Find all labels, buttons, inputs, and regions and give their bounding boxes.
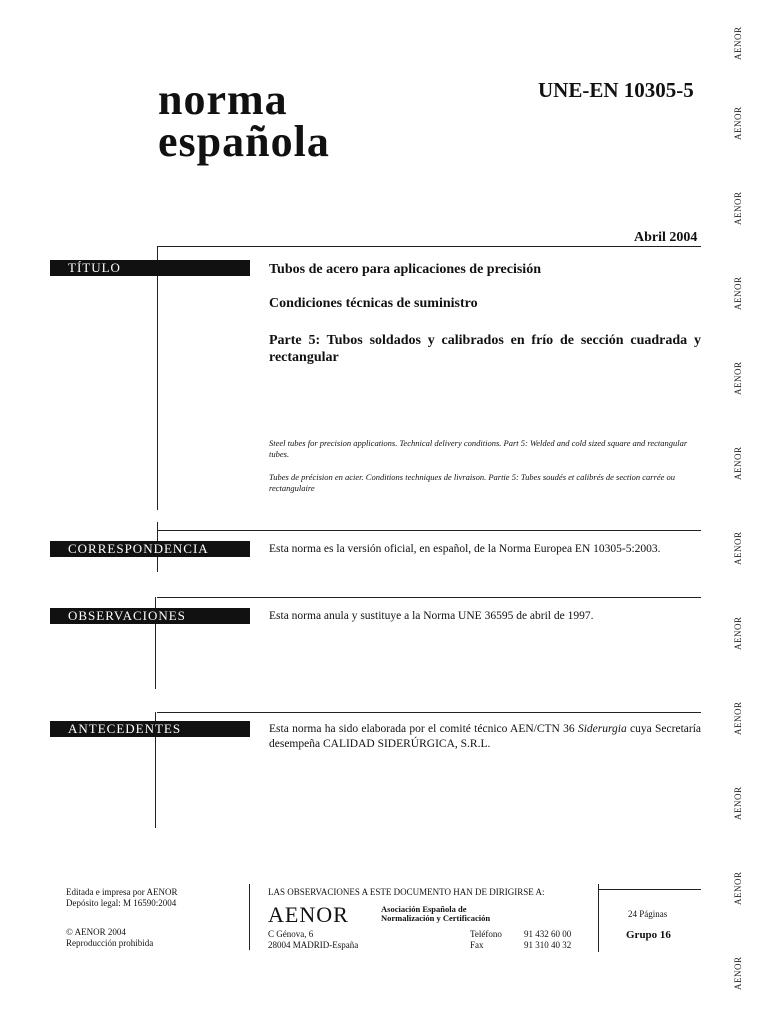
watermark-text: AENOR [733, 871, 743, 905]
watermark-text: AENOR [733, 531, 743, 565]
footer-tel: 91 432 60 00 [524, 929, 572, 939]
footer-assoc-line2: Normalización y Certificación [381, 913, 491, 923]
label-correspondencia: CORRESPONDENCIA [50, 541, 250, 557]
divider [157, 597, 701, 598]
watermark-text: AENOR [733, 956, 743, 990]
footer-assoc-line1: Asociación Española de [381, 904, 467, 914]
watermark-text: AENOR [733, 616, 743, 650]
watermark-text: AENOR [733, 446, 743, 480]
footer-grupo: Grupo 16 [626, 929, 671, 941]
watermark-text: AENOR [733, 276, 743, 310]
footer-fax: 91 310 40 32 [524, 940, 572, 950]
divider [157, 246, 701, 247]
publication-date: Abril 2004 [634, 230, 698, 245]
footer-copyright: © AENOR 2004 [66, 927, 126, 937]
watermark-text: AENOR [733, 361, 743, 395]
title-french: Tubes de précision en acier. Conditions techniques de livraison. Partie 5: Tubes soudés et calibrés de section carrée ou rectangulaire [269, 472, 676, 493]
footer-deposito: Depósito legal: M 16590:2004 [66, 898, 177, 908]
standard-number: UNE-EN 10305-5 [538, 78, 694, 102]
title-spanish-line1: Tubos de acero para aplicaciones de precisión [269, 262, 541, 277]
title-english: Steel tubes for precision applications. Technical delivery conditions. Part 5: Welded and cold sized square and rectangular tubes. [269, 438, 688, 459]
footer-address2: 28004 MADRID-España [268, 940, 359, 950]
footer-observaciones-heading: LAS OBSERVACIONES A ESTE DOCUMENTO HAN DE DIRIGIRSE A: [268, 887, 545, 897]
divider [598, 889, 701, 890]
divider [157, 246, 158, 510]
divider [249, 884, 250, 950]
title-norma: norma [158, 75, 288, 124]
footer-pages: 24 Páginas [628, 909, 668, 919]
title-spanish-line2: Condiciones técnicas de suministro [269, 296, 478, 311]
watermark-text: AENOR [733, 191, 743, 225]
divider [598, 884, 599, 952]
watermark-text: AENOR [733, 106, 743, 140]
footer-address1: C Génova, 6 [268, 929, 314, 939]
title-spanish-line3: Parte 5: Tubos soldados y calibrados en frío de sección cuadrada y rectangular [269, 333, 701, 365]
label-observaciones: OBSERVACIONES [50, 608, 250, 624]
label-titulo: TÍTULO [50, 260, 250, 276]
divider [157, 530, 701, 531]
footer-fax-label: Fax [470, 940, 484, 950]
correspondencia-text: Esta norma es la versión oficial, en español, de la Norma Europea EN 10305-5:2003. [269, 543, 661, 555]
title-espanola: española [158, 117, 330, 166]
watermark-text: AENOR [733, 786, 743, 820]
footer-reproduccion: Reproducción prohibida [66, 938, 154, 948]
aenor-logo: AENOR [268, 902, 349, 927]
observaciones-text: Esta norma anula y sustituye a la Norma UNE 36595 de abril de 1997. [269, 610, 594, 622]
label-antecedentes: ANTECEDENTES [50, 721, 250, 737]
watermark-text: AENOR [733, 701, 743, 735]
divider [157, 712, 701, 713]
footer-tel-label: Teléfono [470, 929, 502, 939]
antecedentes-text: Esta norma ha sido elaborada por el comité técnico AEN/CTN 36 Siderurgia cuya Secretaría desempeña CALIDAD SIDERÚRGICA, S.R.L. [269, 723, 701, 750]
footer-edited: Editada e impresa por AENOR [66, 887, 178, 897]
watermark-text: AENOR [733, 26, 743, 60]
